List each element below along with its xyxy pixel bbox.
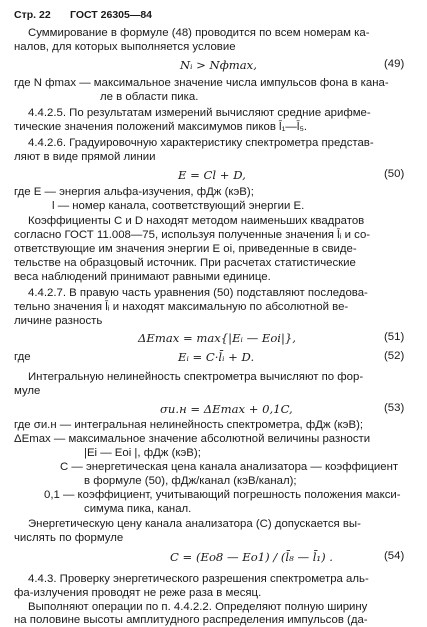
text-line: где σи.н — интегральная нелинейность спектрометра, фДж (кэВ); xyxy=(14,419,364,431)
text-line: числять по формуле xyxy=(14,532,124,544)
equation-49: Nᵢ > Nфmax, xyxy=(180,58,257,72)
equation-54: C = (Eо8 — Eо1) / (l̄₈ — l̄₁) . xyxy=(170,550,333,564)
equation-50: E = Cl + D, xyxy=(178,168,246,182)
text-line: ле в области пика. xyxy=(100,91,199,103)
text-line: где N фmax — максимальное значение числа импульсов фона в кана- xyxy=(14,77,389,89)
text-line: Коэффициенты C и D находят методом наименьших квадратов xyxy=(28,215,365,227)
text-line: личине разность xyxy=(14,315,103,327)
text-line: ответствующие им значения энергии E oi, приведенные в свиде- xyxy=(14,243,357,255)
text-line: тельно значения l̄ᵢ и находят максимальную по абсолютной ве- xyxy=(14,301,349,313)
text-line: симума пика, канал. xyxy=(84,503,192,515)
equation-number-52: (52) xyxy=(384,350,405,362)
text-line: 4.4.2.7. В правую часть уравнения (50) подставляют последова- xyxy=(28,287,368,299)
text-line: 0,1 — коэффициент, учитывающий погрешность положения макси- xyxy=(44,489,401,501)
text-line: Суммирование в формуле (48) проводится по всем номерам ка- xyxy=(28,27,370,39)
text-line: где E — энергия альфа-изучения, фДж (кэВ); xyxy=(14,186,254,198)
page-label: Стр. 22 xyxy=(14,9,51,21)
text-line: C — энергетическая цена канала анализатора — коэффициент xyxy=(60,461,399,473)
text-line: Интегральную нелинейность спектрометра вычисляют по фор- xyxy=(28,371,364,383)
text-line: 4.4.3. Проверку энергетического разрешения спектрометра аль- xyxy=(28,573,369,585)
text-line: на половине высоты амплитудного распределения импульсов (да- xyxy=(14,614,368,626)
text-line: муле xyxy=(14,385,41,397)
equation-number-51: (51) xyxy=(384,331,405,343)
text-line: Энергетическую цену канала анализатора (C) допускается вы- xyxy=(28,518,361,530)
text-line: веса наблюдений принимают равными единице. xyxy=(14,271,271,283)
text-line: l — номер канала, соответствующий энергии E. xyxy=(52,200,305,212)
equation-51: ΔEmax = max{|Eᵢ — Eoi|}, xyxy=(138,331,296,345)
text-line: 4.4.2.5. По результатам измерений вычисляют средние арифме- xyxy=(28,107,371,119)
text-line: согласно ГОСТ 11.008—75, используя полученные значения l̄ᵢ и со- xyxy=(14,229,371,241)
equation-53: σи.н = ΔEmax + 0,1C, xyxy=(160,402,293,416)
text-line: налов, для которых выполняется условие xyxy=(14,41,236,53)
text-line: 4.4.2.6. Градуировочную характеристику спектрометра представ- xyxy=(28,137,374,149)
equation-52: Eᵢ = C·l̄ᵢ + D. xyxy=(178,350,255,364)
text-line: где xyxy=(14,351,31,363)
text-line: фа-излучения проводят не реже раза в месяц. xyxy=(14,587,262,599)
text-line: тические значения положений максимумов пиков l̄₁—l̄₅. xyxy=(14,121,308,133)
text-line: ляют в виде прямой линии xyxy=(14,151,156,163)
equation-number-50: (50) xyxy=(384,168,405,180)
standard-code: ГОСТ 26305—84 xyxy=(70,9,153,21)
text-line: |Ei — Eoi |, фДж (кэВ); xyxy=(84,447,201,459)
equation-number-49: (49) xyxy=(384,58,405,70)
text-line: ΔEmax — максимальное значение абсолютной величины разности xyxy=(14,433,371,445)
text-line: тельстве на образцовый источник. При расчетах статистические xyxy=(14,257,356,269)
equation-number-54: (54) xyxy=(384,550,405,562)
equation-number-53: (53) xyxy=(384,402,405,414)
text-line: в формуле (50), фДж/канал (кэВ/канал); xyxy=(84,475,297,487)
text-line: Выполняют операции по п. 4.4.2.2. Определяют полную ширину xyxy=(28,601,368,613)
